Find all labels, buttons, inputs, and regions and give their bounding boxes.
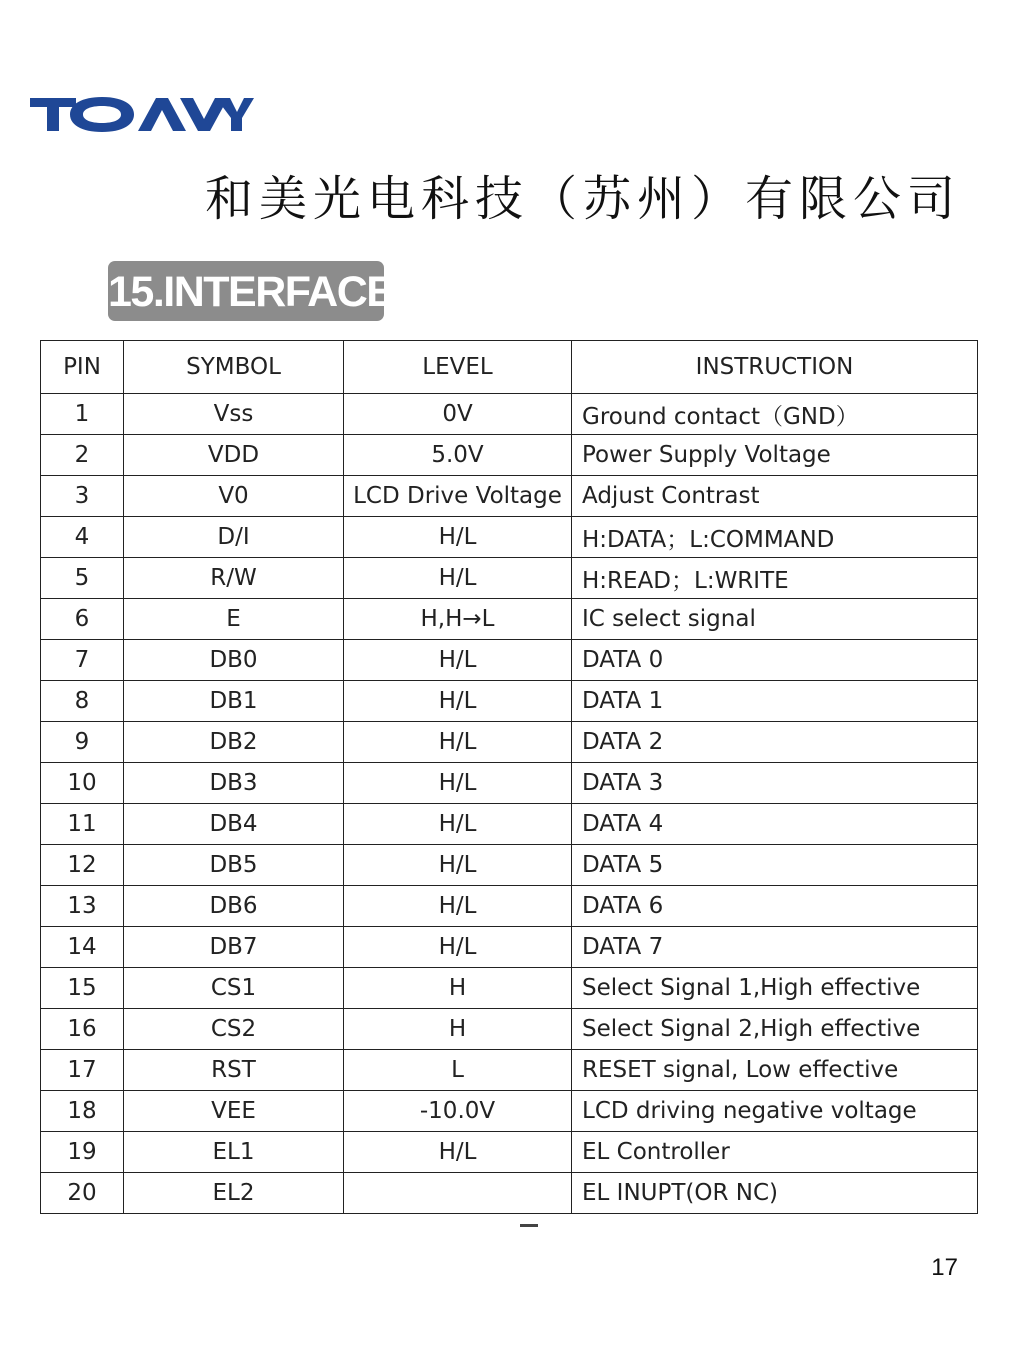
instruction-cell: Adjust Contrast xyxy=(572,476,978,517)
table-row xyxy=(41,1091,978,1132)
pin-cell: 8 xyxy=(41,681,124,722)
pin-cell: 11 xyxy=(41,804,124,845)
table-row xyxy=(41,517,978,558)
header-symbol: SYMBOL xyxy=(124,341,344,394)
header-level: LEVEL xyxy=(344,341,572,394)
instruction-cell: Select Signal 1,High effective xyxy=(572,968,978,1009)
instruction-cell: DATA 2 xyxy=(572,722,978,763)
level-cell: H/L xyxy=(344,640,572,681)
pin-cell: 10 xyxy=(41,763,124,804)
instruction-cell: LCD driving negative voltage xyxy=(572,1091,978,1132)
symbol-cell: DB1 xyxy=(124,681,344,722)
level-cell: H,H→L xyxy=(344,599,572,640)
pin-cell: 15 xyxy=(41,968,124,1009)
instruction-cell: IC select signal xyxy=(572,599,978,640)
symbol-cell: EL1 xyxy=(124,1132,344,1173)
instruction-cell: DATA 6 xyxy=(572,886,978,927)
symbol-cell: DB0 xyxy=(124,640,344,681)
level-cell: 5.0V xyxy=(344,435,572,476)
instruction-cell: DATA 5 xyxy=(572,845,978,886)
symbol-cell: R/W xyxy=(124,558,344,599)
tomy-logo-mark xyxy=(30,92,254,136)
company-name: 和美光电科技（苏州）有限公司 xyxy=(205,171,962,227)
level-cell: H/L xyxy=(344,517,572,558)
crop-mark-icon xyxy=(520,1224,538,1228)
table-row xyxy=(41,968,978,1009)
symbol-cell: E xyxy=(124,599,344,640)
level-cell: H xyxy=(344,1009,572,1050)
pin-cell: 2 xyxy=(41,435,124,476)
table-row xyxy=(41,599,978,640)
page-number: 17 xyxy=(931,1254,958,1281)
pin-cell: 16 xyxy=(41,1009,124,1050)
level-cell: L xyxy=(344,1050,572,1091)
level-cell: 0V xyxy=(344,394,572,435)
instruction-cell: EL INUPT(OR NC) xyxy=(572,1173,978,1214)
pin-cell: 13 xyxy=(41,886,124,927)
pin-cell: 4 xyxy=(41,517,124,558)
table-row xyxy=(41,804,978,845)
pin-cell: 20 xyxy=(41,1173,124,1214)
symbol-cell: CS1 xyxy=(124,968,344,1009)
table-row xyxy=(41,435,978,476)
symbol-cell: DB7 xyxy=(124,927,344,968)
level-cell: LCD Drive Voltage xyxy=(344,476,572,517)
table-row xyxy=(41,1050,978,1091)
symbol-cell: DB2 xyxy=(124,722,344,763)
instruction-cell: Power Supply Voltage xyxy=(572,435,978,476)
level-cell: -10.0V xyxy=(344,1091,572,1132)
header-instruction: INSTRUCTION xyxy=(572,341,978,394)
table-row xyxy=(41,1173,978,1214)
symbol-cell: CS2 xyxy=(124,1009,344,1050)
level-cell xyxy=(344,1173,572,1214)
pin-cell: 12 xyxy=(41,845,124,886)
symbol-cell: DB4 xyxy=(124,804,344,845)
level-cell: H/L xyxy=(344,722,572,763)
instruction-cell: DATA 7 xyxy=(572,927,978,968)
table-row xyxy=(41,927,978,968)
pin-cell: 7 xyxy=(41,640,124,681)
pin-cell: 9 xyxy=(41,722,124,763)
table-row xyxy=(41,763,978,804)
pin-cell: 3 xyxy=(41,476,124,517)
table-row xyxy=(41,640,978,681)
symbol-cell: VDD xyxy=(124,435,344,476)
symbol-cell: DB5 xyxy=(124,845,344,886)
level-cell: H/L xyxy=(344,927,572,968)
level-cell: H/L xyxy=(344,763,572,804)
symbol-cell: RST xyxy=(124,1050,344,1091)
level-cell: H/L xyxy=(344,681,572,722)
instruction-cell: DATA 1 xyxy=(572,681,978,722)
level-cell: H xyxy=(344,968,572,1009)
symbol-cell: V0 xyxy=(124,476,344,517)
symbol-cell: DB6 xyxy=(124,886,344,927)
section-title-badge: 15.INTERFACE xyxy=(108,261,384,321)
instruction-cell: Ground contact（GND） xyxy=(572,394,978,435)
level-cell: H/L xyxy=(344,845,572,886)
pin-cell: 18 xyxy=(41,1091,124,1132)
pin-cell: 5 xyxy=(41,558,124,599)
level-cell: H/L xyxy=(344,1132,572,1173)
brand-logo xyxy=(30,92,254,136)
pin-cell: 6 xyxy=(41,599,124,640)
pin-cell: 1 xyxy=(41,394,124,435)
instruction-cell: DATA 3 xyxy=(572,763,978,804)
table-row xyxy=(41,394,978,435)
instruction-cell: RESET signal, Low effective xyxy=(572,1050,978,1091)
table-row xyxy=(41,886,978,927)
level-cell: H/L xyxy=(344,886,572,927)
symbol-cell: D/I xyxy=(124,517,344,558)
pin-cell: 14 xyxy=(41,927,124,968)
instruction-cell: DATA 0 xyxy=(572,640,978,681)
pin-cell: 19 xyxy=(41,1132,124,1173)
instruction-cell: Select Signal 2,High effective xyxy=(572,1009,978,1050)
instruction-cell: H:DATA；L:COMMAND xyxy=(572,517,978,558)
table-row xyxy=(41,558,978,599)
table-row xyxy=(41,845,978,886)
instruction-cell: EL Controller xyxy=(572,1132,978,1173)
symbol-cell: VEE xyxy=(124,1091,344,1132)
symbol-cell: EL2 xyxy=(124,1173,344,1214)
pin-cell: 17 xyxy=(41,1050,124,1091)
table-header-row xyxy=(41,341,978,394)
level-cell: H/L xyxy=(344,804,572,845)
table-row xyxy=(41,681,978,722)
level-cell: H/L xyxy=(344,558,572,599)
table-row xyxy=(41,1009,978,1050)
table-row xyxy=(41,722,978,763)
symbol-cell: DB3 xyxy=(124,763,344,804)
table-row xyxy=(41,476,978,517)
header-pin: PIN xyxy=(41,341,124,394)
table-row xyxy=(41,1132,978,1173)
instruction-cell: H:READ；L:WRITE xyxy=(572,558,978,599)
pin-interface-table xyxy=(40,340,978,1214)
symbol-cell: Vss xyxy=(124,394,344,435)
instruction-cell: DATA 4 xyxy=(572,804,978,845)
